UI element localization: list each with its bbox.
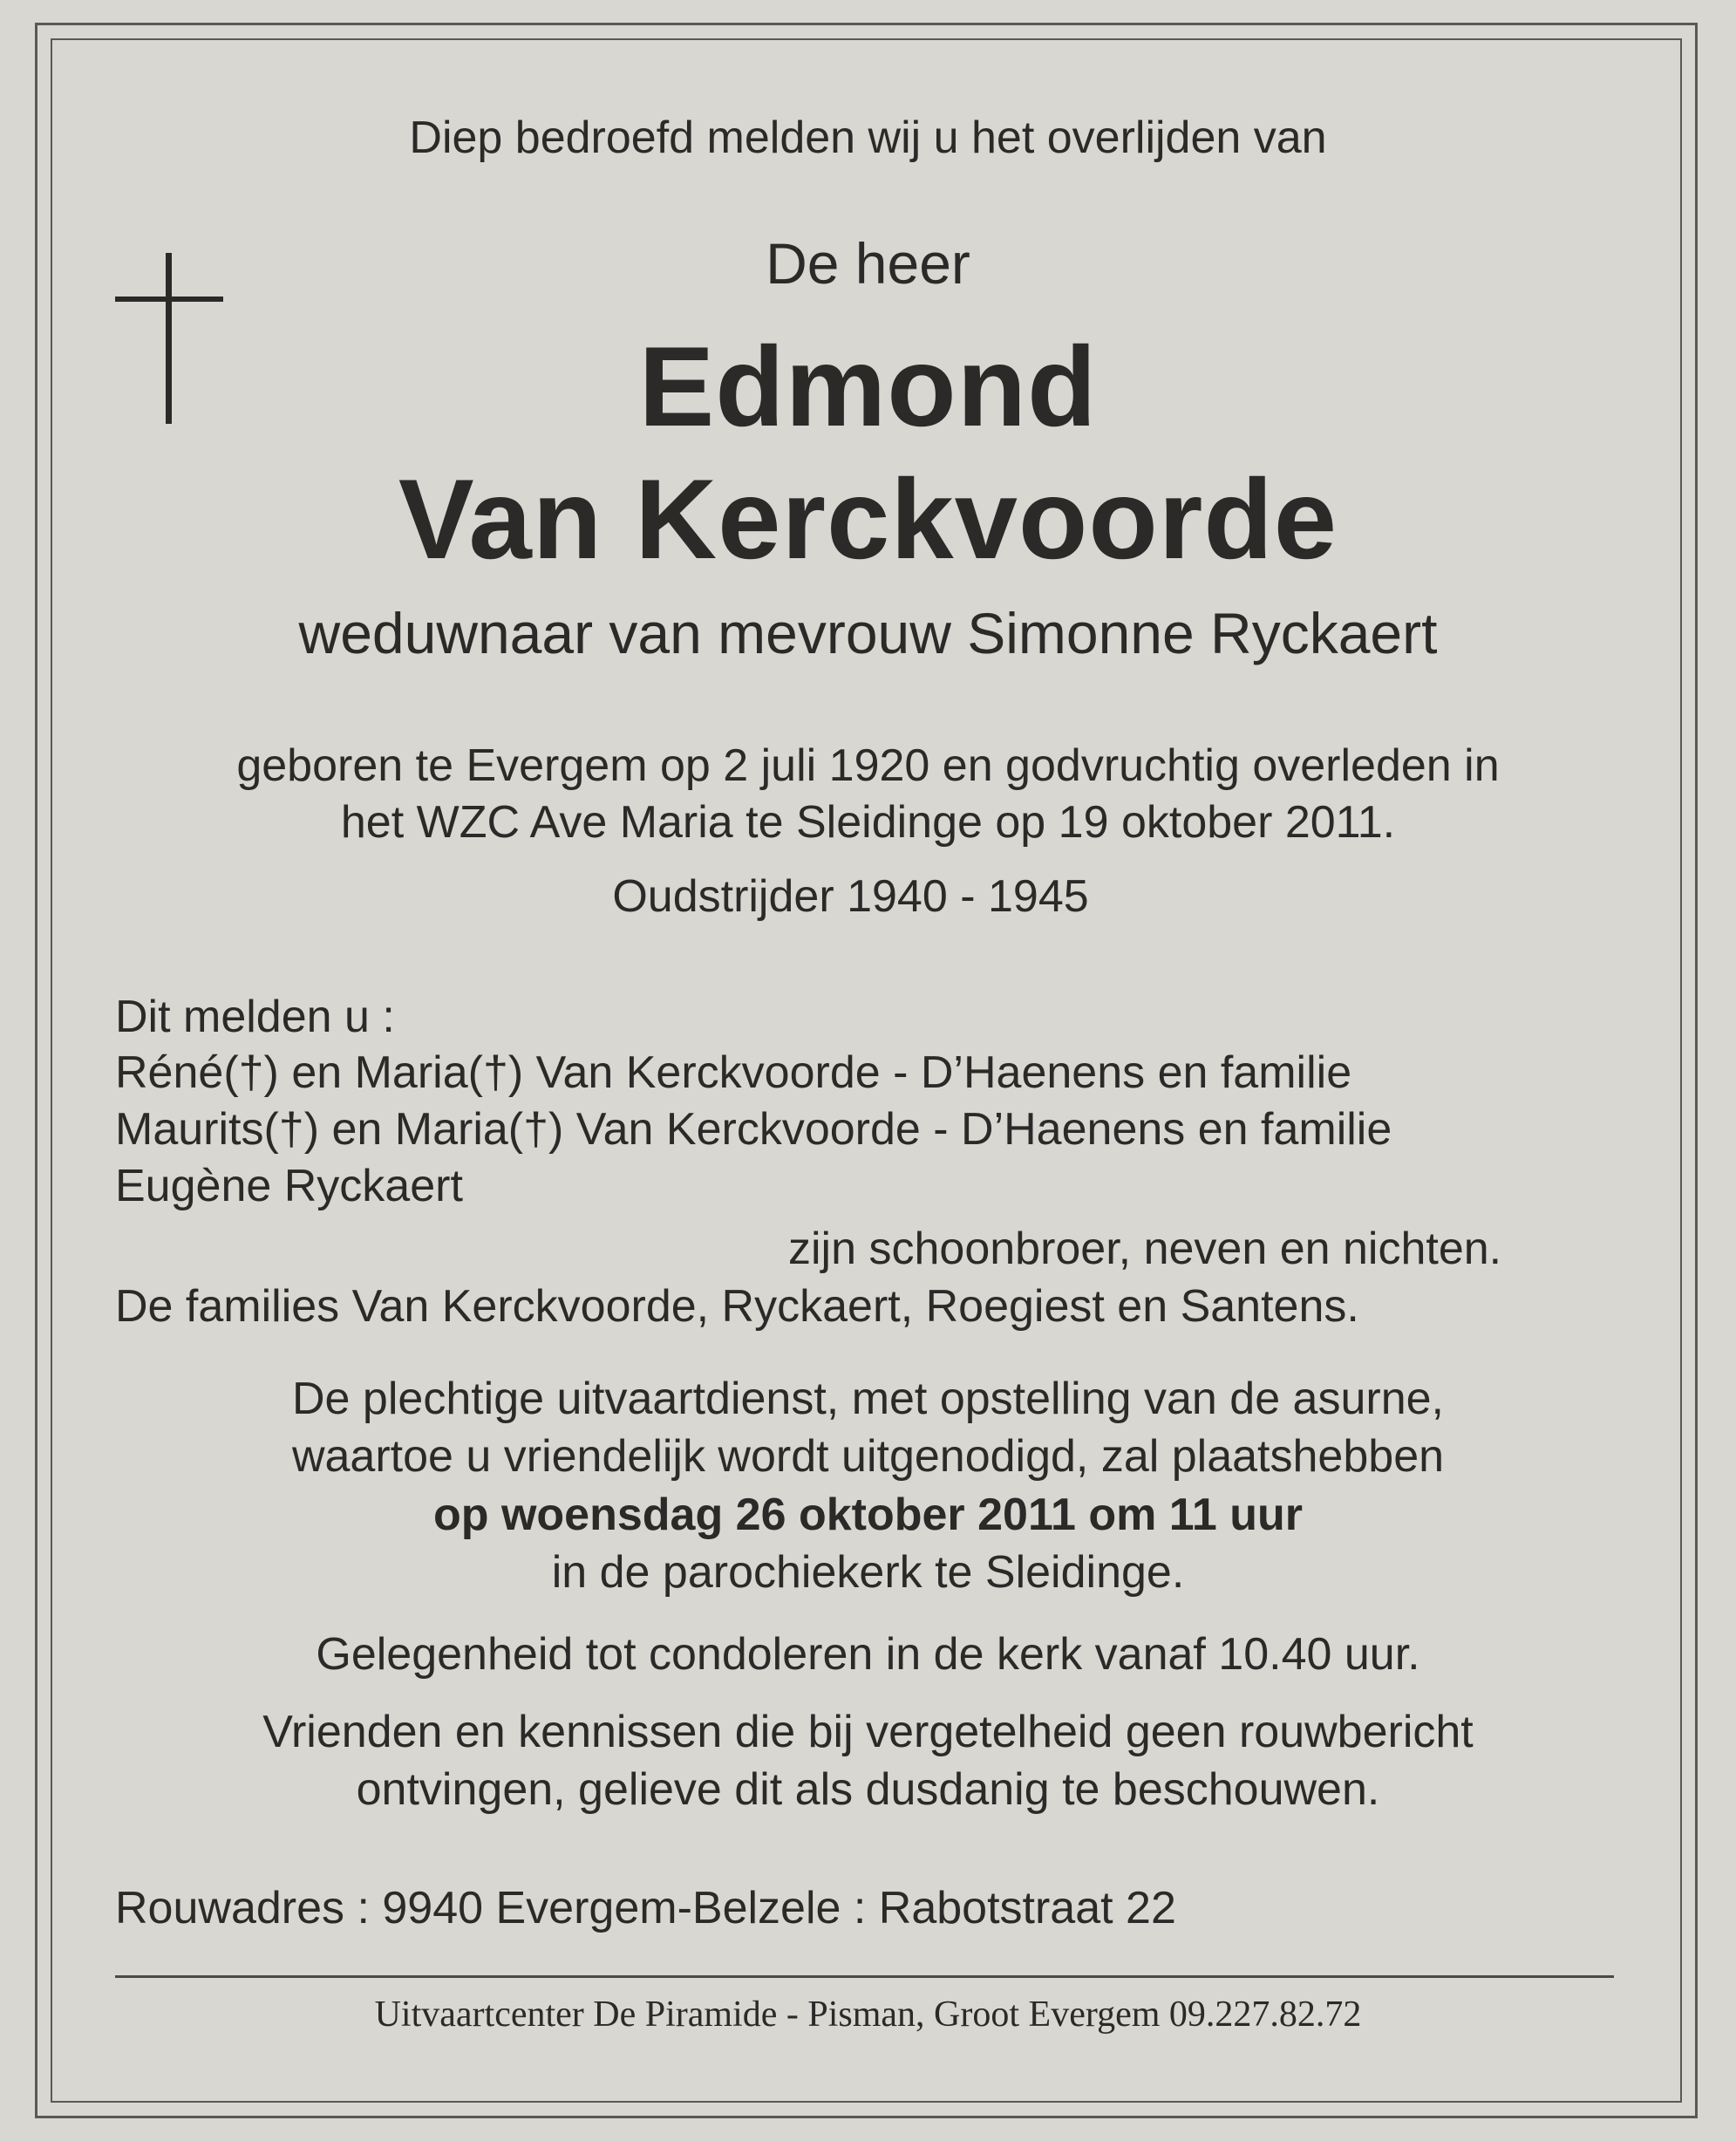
salutation: De heer [766, 231, 970, 296]
intro-text: Diep bedroefd melden wij u het overlijden van [409, 113, 1327, 163]
families-text: De families Van Kerckvoorde, Ryckaert, Roegiest en Santens. [115, 1281, 1359, 1332]
family-line: Réné(†) en Maria(†) Van Kerckvoorde - D’Haenens en familie [115, 1047, 1352, 1098]
mourning-address: Rouwadres : 9940 Evergem-Belzele : Rabotstraat 22 [115, 1883, 1176, 1933]
birth-death-line-2: het WZC Ave Maria te Sleidinge op 19 oktober 2011. [340, 797, 1396, 848]
deceased-first-name: Edmond [638, 323, 1098, 450]
family-line: Maurits(†) en Maria(†) Van Kerckvoorde - D’Haenens en familie [115, 1104, 1392, 1155]
service-place: in de parochiekerk te Sleidinge. [551, 1547, 1185, 1598]
friends-line-1: Vrienden en kennissen die bij vergetelheid geen rouwbericht [262, 1707, 1474, 1757]
service-line-2: waartoe u vriendelijk wordt uitgenodigd, zal plaatshebben [291, 1431, 1445, 1482]
widower-text: weduwnaar van mevrouw Simonne Ryckaert [298, 601, 1438, 665]
service-line-1: De plechtige uitvaartdienst, met opstelling van de asurne, [292, 1374, 1444, 1424]
footer-divider [115, 1975, 1614, 1978]
condolence-text: Gelegenheid tot condoleren in de kerk vanaf 10.40 uur. [316, 1629, 1420, 1680]
family-line: Eugène Ryckaert [115, 1161, 463, 1211]
deceased-last-name: Van Kerckvoorde [398, 455, 1338, 583]
funeral-home-footer: Uitvaartcenter De Piramide - Pisman, Groot Evergem 09.227.82.72 [374, 1994, 1362, 2035]
service-date: op woensdag 26 oktober 2011 om 11 uur [433, 1490, 1303, 1540]
veteran-text: Oudstrijder 1940 - 1945 [612, 871, 1089, 922]
announcers-label: Dit melden u : [115, 992, 395, 1042]
friends-line-2: ontvingen, gelieve dit als dusdanig te beschouwen. [356, 1764, 1380, 1815]
birth-death-line-1: geboren te Evergem op 2 juli 1920 en godvruchtig overleden in [236, 740, 1500, 791]
relations-text: zijn schoonbroer, neven en nichten. [788, 1224, 1502, 1274]
